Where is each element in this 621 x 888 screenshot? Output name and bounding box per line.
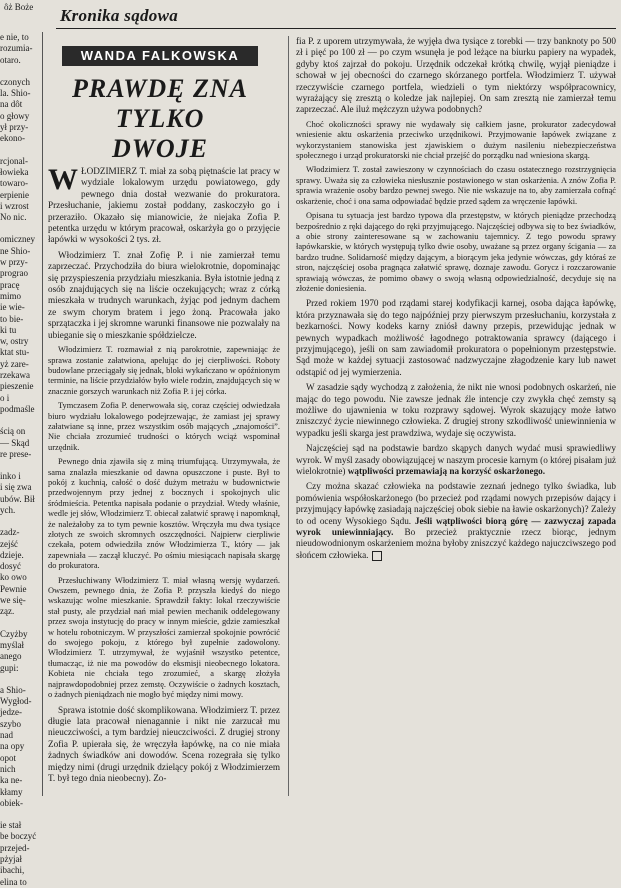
column-divider-left	[42, 32, 43, 796]
column-divider-right	[288, 36, 289, 796]
margin-text-line: obiek-	[0, 797, 23, 808]
margin-text-line: ie stał	[0, 820, 22, 831]
margin-text-line: ekono-	[0, 133, 25, 144]
author-name: WANDA FALKOWSKA	[62, 46, 258, 66]
margin-text-line: pracę	[0, 279, 20, 290]
article-paragraph: Włodzimierz T. rozmawiał z nią parokrotnie, zapewniając że sprawa zostanie załatwiona, apelując do jej cierpliwości. Roboty budowlane przeciągały się jednak, bloki wykańczano w opóźnionym terminie, na liście przydziałów było wiele rodzin, znajdujących się w znacznie gorszych warunkach niż Zofia P. i jej córka.	[48, 345, 280, 396]
article-paragraph: Tymczasem Zofia P. denerwowała się, coraz częściej odwiedzała biuro wydziału lokalowego podejrzewając, że zamiast jej sprawy załatwiane są inne, przez wszystkim osób mających „znajomości”. Nie chciała zrozumieć trudności o których wciąż wspominał urzędnik.	[48, 401, 280, 452]
margin-text-line	[0, 415, 40, 426]
margin-text-line: rozumia-	[0, 43, 33, 54]
margin-text-line: kłamy	[0, 786, 23, 797]
margin-text-line	[0, 66, 40, 77]
article-paragraph: Włodzimierz T. znał Zofię P. i nie zamierzał temu zaprzeczać. Przychodziła do biura wielokrotnie, dopominając się przyspieszenia przydziału mieszkania. Była istotnie jedną z osób znajdujących się na liście oczekujących; wraz z córką mieszkała w trudnych warunkach, żyjąc pod jednym dachem ze swym chorym bratem i jego żoną. Pracowała jako sprzątaczka i jej skromne warunki finansowe nie pozwalały na ubieganie się o mieszkanie spółdzielcze.	[48, 249, 280, 340]
article-paragraph: fia P. z uporem utrzymywała, że wyjęła dwa tysiące z torebki — trzy banknoty po 500 zł i pięć po 100 zł — po czym wsunęła je pod leżące na biurku papiery na wypadek, gdyby ktoś zajrzał do pokoju. Urzędnik odczekał krótką chwilę, wyjął pieniądze i schował w jej obecności do czarnego skórzanego portfela. Włodzimierz T. używał rzeczywiście czarnego portfela, wiedzieli o tym niektórzy współpracownicy, wyrażający się zresztą o koledze jak najlepiej. On sam zresztą nie zamierzał temu zaprzeczać. Ale iluż mężczyzn używa podobnych?	[296, 36, 616, 115]
headline-line-1: PRAWDĘ ZNA TYLKO	[72, 74, 248, 133]
article-paragraph: Czy można skazać człowieka na podstawie zeznań jednego tylko świadka, lub pomówienia współoskarżonego (bo przecież pod rządami nowych przepisów dający i przyjmujący łapówkę zasiadają najczęściej obok siebie na ławie oskarżonych)? Zależy to od oceny Wysokiego Sądu. Jeśli wątpliwości biorą górę — zazwyczaj zapada wyrok uniewinniający. Bo przecież praktycznie rzecz biorąc, jednym nieudowodnionym oskarżeniem można byłoby zniszczyć każdego najuczciwszego pod słońcem człowieka.	[296, 481, 616, 560]
issue-reference: ôż Boże	[4, 2, 34, 12]
article-paragraph: Włodzimierz T. został zawieszony w czynnościach do czasu ostatecznego rozstrzygnięcia sprawy. Uważa się za człowieka niesłusznie postawionego w stan oskarżenia. A znów Zofia P. sprawia wrażenie osoby bardzo pewnej swego. Nie nie wskazuje na to, aby zamierzała cofnąć oskarżenie, choć i ona sama odpowiadać będzie przed sądem za wręczenie łapówki.	[296, 165, 616, 206]
margin-text-line: ył przy-	[0, 122, 29, 133]
margin-text-line	[0, 809, 40, 820]
margin-text-line: la. Shio-	[0, 88, 31, 99]
margin-text-line: re prese-	[0, 448, 32, 459]
margin-text-line: nich	[0, 763, 16, 774]
article-paragraph: Najczęściej sąd na podstawie bardzo skąpych danych wydać musi sprawiedliwy wyrok. W myśl zasady obowiązującej w naszym procesie karnym (o której pisałam już wielokrotnie) wątpliwości przemawiają na korzyść oskarżonego.	[296, 443, 616, 477]
previous-article-column	[0, 32, 40, 887]
margin-text-line: be boczyć	[0, 831, 37, 842]
header-rule	[56, 28, 616, 29]
margin-text-line	[0, 674, 40, 685]
margin-text-line: i wzrost	[0, 200, 29, 211]
margin-text-line: pżyjał	[0, 854, 22, 864]
margin-text-line: we się-	[0, 595, 26, 606]
article-paragraph: WŁODZIMIERZ T. miał za sobą piętnaście lat pracy w wydziale lokalowym urzędu powiatowego, gdy pewnego dnia dostał wezwanie do prokuratora. Przesłuchanie, jakiemu został poddany, zaskoczyło go i przeraziło. Okazało się mianowicie, że niejaka Zofia P. petentka urzędu w którym pracował, oskarżyła go o przyjęcie łapówki w wysokości 2 tys. zł.	[48, 163, 280, 245]
margin-text-line: czonych	[0, 76, 30, 87]
margin-text-line: anego	[0, 651, 22, 662]
margin-text-line: to bie-	[0, 313, 24, 324]
page-header	[0, 0, 621, 30]
margin-text-line	[0, 223, 40, 234]
margin-text-line: rcjonal-	[0, 155, 28, 166]
margin-text-line: Pewnie	[0, 583, 27, 594]
margin-text-line: e nie, to	[0, 32, 29, 42]
emphasis-text: Jeśli wątpliwości biorą górę — zazwyczaj zapada wyrok uniewinniający.	[296, 515, 616, 538]
margin-text-line: ka ne-	[0, 775, 23, 786]
margin-text-line: i się zwa	[0, 482, 32, 493]
end-of-article-mark	[372, 551, 382, 561]
margin-text-line: Czyżby	[0, 628, 28, 639]
article-paragraph: Przed rokiem 1970 pod rządami starej kodyfikacji karnej, osoba dająca łapówkę, która przyznawała się do tego najpóźniej przy pierwszym przesłuchaniu, korzystała z bezkarności. Nowy kodeks karny zniósł dawny przepis, przewidując jednak w pewnych wypadkach możliwość łagodnego potraktowania sprawcy (dającego i przyjmującego), jeśli on sam zawiadomił prokuratora o popełnionym przestępstwie. Sąd może w każdej sytuacji zastosować nadzwyczajne złagodzenie kary lub nawet odstąpić od jej wymierzenia.	[296, 298, 616, 377]
margin-text-line: mimo	[0, 290, 22, 301]
margin-text-line: ibachi,	[0, 865, 25, 876]
section-title: Kronika sądowa	[60, 6, 179, 25]
margin-text-line: na dôt	[0, 99, 23, 110]
margin-text-line: ubów. Bił	[0, 493, 35, 504]
margin-text-line: Wygłod-	[0, 696, 32, 707]
article-paragraph: W zasadzie sądy wychodzą z założenia, że nikt nie wnosi podobnych oskarżeń, nie mając do tego powodu. Nie zawsze jednak źle intencje czy zwykła chęć zemsty są możliwe do ujawnienia w toku rozprawy sądowej. Wyrok skazujący może łatwo zniszczyć życie niewinnego człowieka. Z drugiej strony szkodliwość uniewinnienia w wypadku jeśli skarga jest prawdziwa, wydaje się oczywista.	[296, 382, 616, 438]
article-column-1	[48, 163, 281, 796]
margin-text-line: nad	[0, 730, 13, 741]
margin-text-line: ktat stu-	[0, 347, 30, 358]
margin-text-line: pieszenie	[0, 381, 34, 392]
margin-text-line: rzekawa	[0, 370, 30, 381]
margin-text-line: przejed-	[0, 842, 30, 853]
margin-text-line: opot	[0, 752, 17, 763]
article-column-2	[296, 36, 616, 796]
margin-text-line: ścią on	[0, 426, 26, 437]
margin-text-line: o głowy	[0, 110, 30, 121]
margin-text-line: dosyć	[0, 561, 21, 572]
article-paragraph: Pewnego dnia zjawiła się z miną triumfującą. Utrzymywała, że sama znalazła mieszkanie od dawna opuszczone i puste. Był to pokój z kuchnią, całość o dość dużym metrażu w budownictwie przedwojennym przy jednej z bocznych i spokojnych ulic śródmieścia. Petentka napisała podanie o przydział. Wtedy właśnie, wedle jej słów, Włodzimierz T. obiecał załatwić sprawę i napomknął, że należałoby za to tym pewnie kosztów. Wręczyła mu dwa tysiące złotych ze swoich skromnych oszczędności. Najpierw cierpliwie czekała, potem odwiedziła znów Włodzimierza T., który — jak zapewniała — zaczął kluczyć. Po ośmiu miesiącach napisała skargę do prokuratora.	[48, 457, 281, 571]
margin-text-line: dzieje.	[0, 549, 24, 560]
headline-line-2: DWOJE	[111, 134, 208, 163]
article-paragraph: Sprawa istotnie dość skomplikowana. Włodzimierz T. przez długie lata pracował nienagannie i nikt nie zarzucał mu nieuczciwości, a tym bardziej nieuczciwości. Z drugiej strony Zofia P. upierała się, że wręczyła łapówkę, na co nie miała żadnych świadków ani dowodów. Scena rozegrała się tylko między nimi (drugi urzędnik dzielący pokój z Włodzimierzem T. był tego dnia nieobecny). Zo-	[48, 704, 280, 783]
margin-text-line: inko i	[0, 471, 21, 482]
margin-text-line: No nic.	[0, 212, 27, 223]
margin-text-line: prograo	[0, 268, 28, 279]
margin-text-line: na opy	[0, 741, 25, 752]
margin-text-line: gupi:	[0, 662, 19, 673]
margin-text-line: a Shio-	[0, 684, 26, 695]
margin-text-line: towaro-	[0, 178, 28, 189]
margin-text-line: elina to	[0, 876, 27, 887]
margin-text-line: ne Shio-	[0, 245, 31, 256]
margin-text-line: erpienie	[0, 189, 29, 200]
margin-text-line: w przy-	[0, 257, 28, 268]
drop-cap: W	[48, 163, 78, 196]
margin-text-line: o i	[0, 392, 10, 403]
margin-text-line: szybo	[0, 718, 21, 729]
margin-text-line	[0, 460, 40, 471]
margin-text-line: jedze-	[0, 707, 22, 718]
article-title-block	[50, 46, 270, 163]
margin-text-line: łowieka	[0, 166, 29, 177]
margin-text-line: — Skąd	[0, 437, 30, 448]
margin-text-line	[0, 618, 40, 629]
article-paragraph: Choć okoliczności sprawy nie wydawały się całkiem jasne, prokurator zadecydował wniesienie aktu oskarżenia przeciwko urzędnikowi. Przyjmowanie łapówek związane z wykorzystaniem stanowiska jest zjawiskiem o dużym nasileniu niebezpieczeństwa społecznego i urząd prokuratorski nie chciał przejść do porządku nad wniesiona skargą.	[296, 119, 616, 161]
margin-text-line: ie wie-	[0, 302, 25, 313]
margin-text-line: ki tu	[0, 324, 17, 335]
margin-text-line	[0, 516, 40, 527]
emphasis-text: wątpliwości przemawiają na korzyść oskarżonego.	[347, 466, 546, 477]
article-paragraph: Opisana tu sytuacja jest bardzo typowa dla przestępstw, w których pieniądze przechodzą bezpośrednio z ręki dającego do ręki przyjmującego. Najczęściej odbywa się to bez świadków, a obie strony zainteresowane są w zachowaniu tajemnicy. Z tego powodu sprawy łapówkarskie, w których występują tylko dwie osoby, uważane są przez organy ścigania — za bardzo trudne. Solidarność między dającym, a biorącym jeka jedynie wówczas, gdy któraś ze stron, najczęściej osoba pragnąca załatwić sprawę, doznaje zawodu. Gorycz i rozczarowanie sprawiają wówczas, że pomimo obawy o swoją własną odpowiedzialność, decyduje się na złożenie doniesienia.	[296, 211, 616, 293]
margin-text-line: ko owo	[0, 572, 27, 583]
margin-text-line: podmaśle	[0, 403, 35, 414]
margin-text-line: ząz.	[0, 606, 15, 617]
margin-text-line: w, ostry	[0, 336, 29, 347]
margin-text-line: myślał	[0, 639, 24, 650]
margin-text-line: ych.	[0, 504, 16, 515]
margin-text-line: omiczney	[0, 234, 35, 245]
margin-text-line: zadz-	[0, 527, 20, 538]
article-headline	[50, 74, 270, 164]
margin-text-line: yż zare-	[0, 358, 29, 369]
margin-text-line	[0, 145, 40, 156]
margin-text-line: zejść	[0, 538, 18, 549]
article-paragraph: Przesłuchiwany Włodzimierz T. miał własną wersję wydarzeń. Owszem, pewnego dnia, że Zofia P. przyszła kiedyś do niego wskazując wolne mieszkanie. Sprawdził fakty: lokal rzeczywiście stał pusty, ale przydział nań miał pewien mechanik oddelegowany przez swoja instytucję do pracy w innym mieście, gdzie zamieszkał w hotelu robotniczym. W przyszłości zamierzał spokojnie powrócić do swojego pokoju, z którego był zupełnie zadowolony. Włodzimierz T. utrzymywał, że wyjaśnił wszystko petentce, tłumacząc, iż nie ma powodów do eksmisji nieobecnego lokatora. Kobieta nie chciała tego zrozumieć, a skargę złożyła najprawdopodobniej przez zemstę. Oczywiście o żadnych kosztach, o żadnych pieniądzach nie mogło być między nimi mowy.	[48, 575, 280, 700]
margin-text-line: otaro.	[0, 54, 21, 65]
